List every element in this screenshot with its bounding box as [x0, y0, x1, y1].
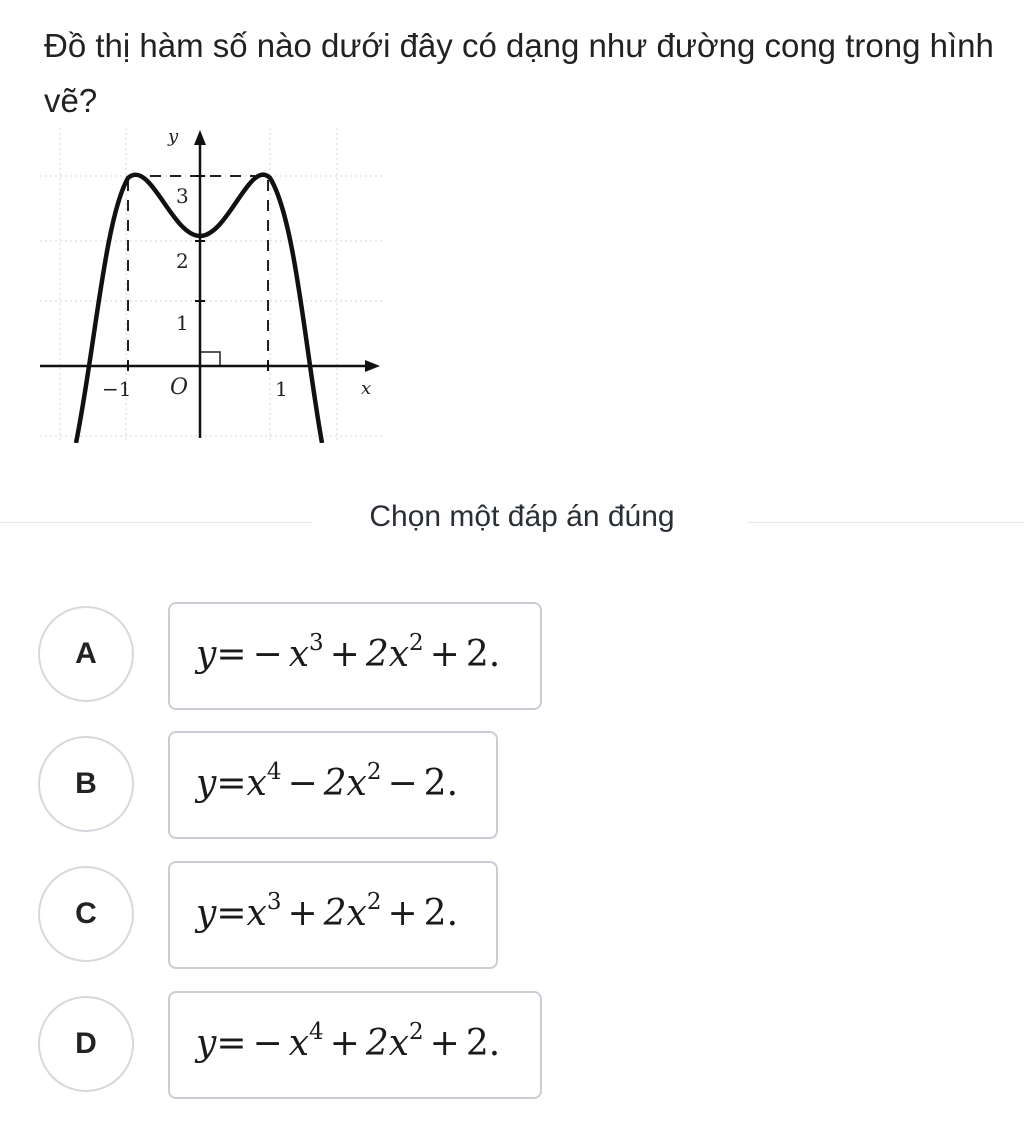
- option-a-answer[interactable]: [168, 602, 542, 710]
- x-tick-label-neg1: −1: [102, 377, 132, 401]
- y-tick-label-3: 3: [176, 184, 189, 208]
- y-tick-label-1: 1: [176, 311, 189, 335]
- option-formula: $y= - x^3 + 2x^2 + 2$.: [196, 630, 501, 675]
- option-d-letter[interactable]: [38, 996, 134, 1092]
- x-tick-label-1: 1: [275, 377, 288, 401]
- option-c-answer[interactable]: [168, 861, 498, 969]
- option-a-letter[interactable]: [38, 606, 134, 702]
- answer-prompt: Chọn một đáp án đúng: [369, 500, 675, 533]
- y-axis-arrow: [194, 130, 206, 145]
- y-axis-label: y: [168, 126, 179, 147]
- y-tick-label-2: 2: [176, 249, 189, 273]
- option-letter: B: [75, 767, 97, 800]
- option-b-answer[interactable]: [168, 731, 498, 839]
- function-graph: [40, 118, 385, 443]
- dashed-guides: [128, 176, 268, 366]
- option-formula: $y=x^4 - 2x^2 - 2$.: [196, 759, 459, 804]
- option-letter: C: [75, 897, 97, 930]
- option-d-answer[interactable]: [168, 991, 542, 1099]
- option-letter: A: [75, 637, 97, 670]
- option-formula: $y= - x^4 + 2x^2 + 2$.: [196, 1019, 501, 1064]
- divider-line-right: [748, 522, 1024, 523]
- axis-ticks: [128, 176, 268, 371]
- option-b-letter[interactable]: [38, 736, 134, 832]
- origin-label: O: [170, 375, 189, 400]
- right-angle-marker: [200, 352, 220, 366]
- option-letter: D: [75, 1027, 97, 1060]
- option-c-letter[interactable]: [38, 866, 134, 962]
- question-text: Đồ thị hàm số nào dưới đây có dạng như đường cong trong hình vẽ?: [44, 27, 994, 119]
- x-axis-arrow: [365, 360, 380, 372]
- option-formula: $y=x^3 + 2x^2 + 2$.: [196, 889, 459, 934]
- x-axis-label: x: [361, 378, 372, 399]
